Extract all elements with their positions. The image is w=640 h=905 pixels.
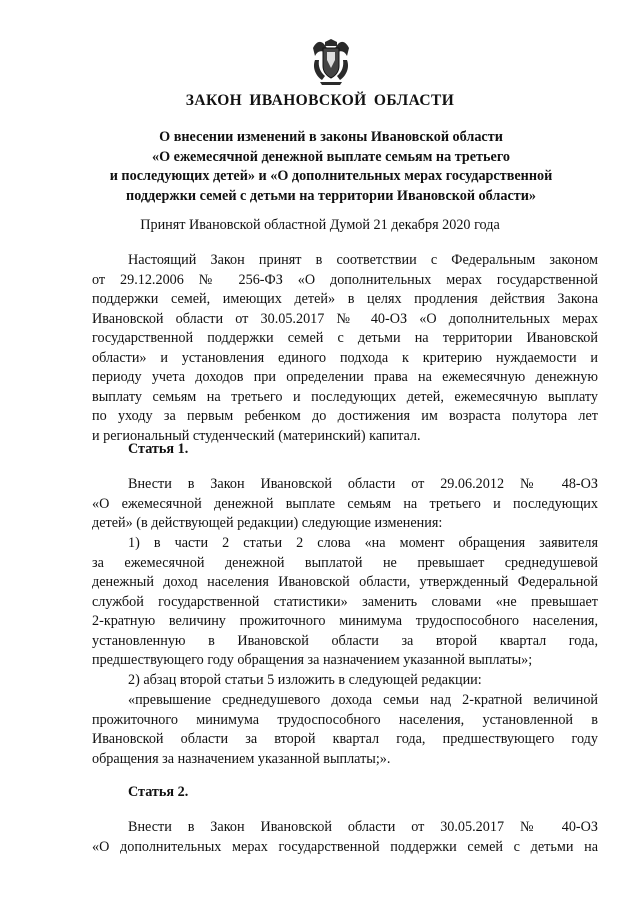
law-subtitle	[60, 128, 602, 206]
article-1-intro	[92, 475, 598, 534]
text-line: за ежемесячной денежной выплатой не превышает среднедушевой	[92, 554, 598, 571]
text-line: 2) абзац второй статьи 5 изложить в следующей редакции:	[128, 672, 482, 688]
subtitle-line: «О ежемесячной денежной выплате семьям на третьего	[151, 148, 511, 165]
text-line: государственной поддержки семей с детьми на территории Ивановской	[92, 330, 598, 346]
text-line: «О ежемесячной денежной выплате семьям на третьего и последующих	[92, 495, 598, 512]
text-line: установленную в Ивановской области за второй квартал года,	[92, 632, 598, 649]
subtitle-line: и последующих детей» и «О дополнительных мерах государственной	[109, 168, 553, 184]
text-line: выплату семьям на третьего и последующих детей, ежемесячную выплату	[92, 388, 598, 405]
text-line: денежный доход населения Ивановской области, утвержденный Федеральной	[92, 574, 598, 590]
text-line: Настоящий Закон принят в соответствии с Федеральным законом	[128, 252, 598, 268]
text-line: от 29.12.2006 № 256-ФЗ «О дополнительных мерах государственной	[92, 271, 598, 288]
article-1-item-2	[92, 671, 598, 691]
law-title: ЗАКОН ИВАНОВСКОЙ ОБЛАСТИ	[185, 92, 455, 109]
text-line: службой государственной статистики» заменить словами «не превышает	[92, 593, 598, 610]
text-line: 2-кратную величину прожиточного минимума трудоспособного населения,	[92, 613, 598, 629]
subtitle-line: поддержки семей с детьми на территории Ивановской области»	[126, 187, 536, 204]
coat-of-arms-icon	[310, 38, 352, 86]
text-line: детей» (в действующей редакции) следующие изменения:	[92, 515, 443, 531]
text-line: периоду учета доходов при определении права на ежемесячную денежную	[92, 369, 598, 385]
text-line: Ивановской области за второй квартал года, предшествующего году	[92, 731, 598, 747]
article-1-item-1	[92, 534, 598, 671]
subtitle-line: О внесении изменений в законы Ивановской области	[159, 129, 503, 145]
text-line: области» и установления единого подхода к критерию нуждаемости и	[92, 349, 598, 366]
preamble-paragraph	[92, 251, 598, 446]
text-line: по уходу за первым ребенком до достижения им возраста полутора лет	[92, 408, 598, 424]
text-line: «превышение среднедушевого дохода семьи над 2-кратной величиной	[128, 692, 598, 708]
adoption-note: Принят Ивановской областной Думой 21 декабря 2020 года	[140, 217, 500, 233]
text-line: Ивановской области от 30.05.2017 № 40-ОЗ «О дополнительных мерах	[92, 310, 598, 327]
text-line: Внести в Закон Ивановской области от 30.05.2017 № 40-ОЗ	[128, 819, 598, 835]
article-2-intro	[92, 818, 598, 857]
text-line: 1) в части 2 статьи 2 слова «на момент обращения заявителя	[128, 535, 598, 551]
text-line: предшествующего году обращения за назначением указанной выплаты»;	[92, 652, 533, 668]
text-line: прожиточного минимума трудоспособного населения, установленной в	[92, 711, 598, 728]
text-line: поддержки семей, имеющих детей» в целях продления действия Закона	[92, 291, 598, 307]
article-2-heading: Статья 2.	[128, 784, 189, 800]
text-line: и региональный студенческий (материнский) капитал.	[92, 427, 421, 444]
article-1-quote	[92, 691, 598, 769]
text-line: обращения за назначением указанной выплаты;».	[92, 750, 391, 767]
article-1-heading: Статья 1.	[128, 441, 189, 457]
text-line: «О дополнительных мерах государственной поддержки семей с детьми на	[92, 838, 598, 855]
text-line: Внести в Закон Ивановской области от 29.06.2012 № 48-ОЗ	[128, 476, 598, 492]
